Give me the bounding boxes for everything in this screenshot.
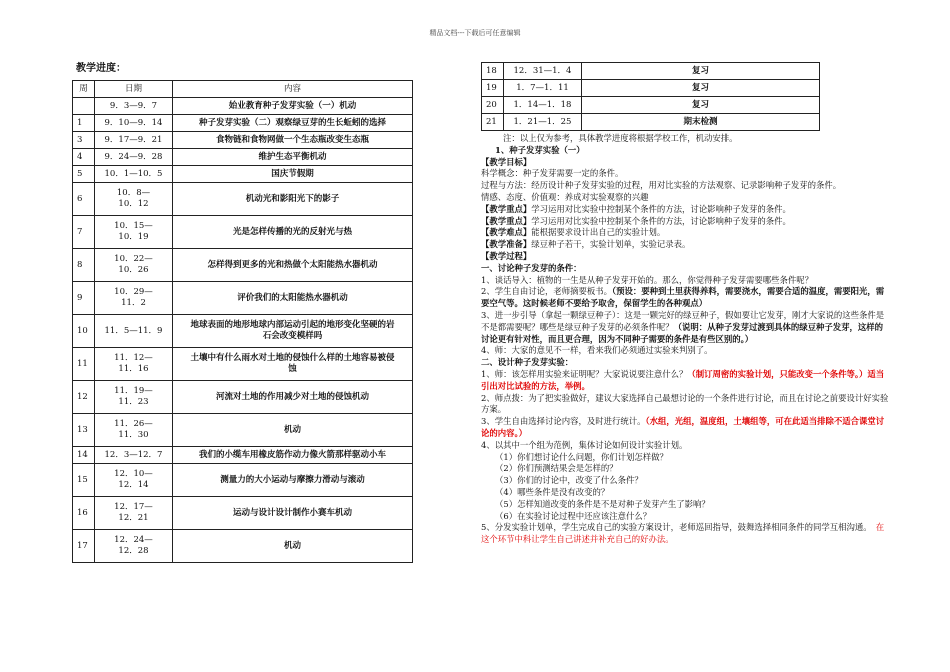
content-cell: 始业教育种子发芽实验（一）机动 — [173, 98, 413, 115]
table-row — [73, 149, 413, 166]
date-cell: 12．24— 12．28 — [95, 530, 173, 563]
progress-table — [72, 80, 413, 563]
section-2-step-1-tip: 适当引出对比试验的方法，举例。 — [481, 368, 885, 391]
content-cell: 评价我们的太阳能热水器机动 — [173, 282, 413, 315]
content-cell: 复习 — [582, 80, 820, 97]
section-2-step-1-text: 1、师：该怎样用实验来证明呢？大家说说要注意什么？ — [481, 368, 688, 379]
progress-section — [72, 62, 422, 563]
content-cell: 土壤中有什么雨水对土地的侵蚀什么样的土地容易被侵 蚀 — [173, 348, 413, 381]
question-6: （6）在实验讨论过程中还应该注意什么？ — [495, 510, 652, 521]
content-cell: 复习 — [582, 63, 820, 80]
content-cell: 期末检测 — [582, 114, 820, 131]
goal-method: 过程与方法：经历设计种子发芽实验的过程，用对比实验的方法观察、记录影响种子发芽的条件。 — [481, 180, 842, 191]
preparation-label: 【教学准备】 — [481, 239, 532, 250]
section-1-step-3-note: （说明：从种子发芽过渡到具体的绿豆种子发芽，这样的讨论更有针对性，而且更合理，因为不同种子需要的条件是有些区别的。） — [481, 321, 883, 344]
key-point-2-label: 【教学重点】 — [481, 215, 532, 226]
date-cell: 11．26— 11．30 — [95, 414, 173, 447]
page-header: 精品文档---下载后可任意编辑 — [429, 29, 521, 37]
week-cell: 12 — [73, 381, 95, 414]
table-row — [482, 63, 820, 80]
date-cell: 12．3—12．7 — [95, 447, 173, 464]
column-header-week: 周 — [73, 81, 95, 98]
date-cell: 1．21—1．25 — [504, 114, 582, 131]
content-cell: 我们的小缆车用橡皮筋作动力像火箭那样驱动小车 — [173, 447, 413, 464]
difficulty-label: 【教学难点】 — [481, 227, 532, 238]
table-row — [73, 115, 413, 132]
section-2-step-3 — [481, 416, 891, 440]
section-1-step-2-note: （预设：要种到土里获得养料，需要浇水，需要合适的温度，需要阳光，需要空气等。这时候老师不要给予取舍，保留学生的各种观点） — [481, 286, 885, 309]
table-row — [73, 183, 413, 216]
key-point-2-text: 学习运用对比实验中控制某个条件的方法，讨论影响种子发芽的条件。 — [531, 215, 791, 226]
section-2-heading: 二、设计种子发芽实验： — [481, 357, 574, 368]
week-cell: 19 — [482, 80, 504, 97]
table-row — [73, 414, 413, 447]
question-1: （1）你们想讨论什么问题，你们计划怎样做？ — [495, 451, 668, 462]
date-cell: 1．7—1．11 — [504, 80, 582, 97]
section-1-step-4: 4、师：大家的意见不一样，看来我们必须通过实验来判别了。 — [481, 345, 713, 356]
date-cell: 10．15— 10．19 — [95, 216, 173, 249]
schedule-note: 注：以上仅为参考，具体教学进度将根据学校工作，机动安排。 — [503, 133, 738, 143]
table-row — [482, 97, 820, 114]
table-row — [73, 530, 413, 563]
table-row — [73, 98, 413, 115]
date-cell: 9．3—9．7 — [95, 98, 173, 115]
date-cell: 10．8— 10．12 — [95, 183, 173, 216]
table-row — [73, 249, 413, 282]
content-cell: 河流对土地的作用减少对土地的侵蚀机动 — [173, 381, 413, 414]
week-cell: 13 — [73, 414, 95, 447]
date-cell: 12．17— 12．21 — [95, 497, 173, 530]
date-cell: 9．24—9．28 — [95, 149, 173, 166]
table-row — [482, 80, 820, 97]
lesson-section — [481, 62, 891, 546]
question-4: （4）哪些条件是没有改变的？ — [495, 486, 610, 497]
week-cell: 17 — [73, 530, 95, 563]
date-cell: 11．12— 11．16 — [95, 348, 173, 381]
progress-title: 教学进度： — [76, 63, 126, 74]
table-row — [73, 447, 413, 464]
section-2-step-4: 4、以其中一个组为范例，集体讨论如何设计实验计划。 — [481, 439, 688, 450]
date-cell: 10．1—10．5 — [95, 166, 173, 183]
preparation — [481, 239, 891, 251]
week-cell: 10 — [73, 315, 95, 348]
table-row — [73, 497, 413, 530]
week-cell: 6 — [73, 183, 95, 216]
question-5: （5）怎样知道改变的条件是不是对种子发芽产生了影响？ — [495, 498, 710, 509]
section-2-step-2: 2、师点拨：为了把实验做好，建议大家选择自己最想讨论的一个条件进行讨论，而且在讨论之前要设计好实验方案。 — [481, 392, 889, 415]
column-header-date: 日期 — [95, 81, 173, 98]
lesson-title: 1、种子发芽实验（一） — [495, 144, 585, 155]
key-point-1-text: 学习运用对比实验中控制某个条件的方法，讨论影响种子发芽的条件。 — [531, 203, 791, 214]
section-1-step-2 — [481, 286, 891, 310]
key-point-1 — [481, 204, 891, 216]
question-3: （3）你们的讨论中，改变了什么条件？ — [495, 475, 643, 486]
week-cell: 15 — [73, 464, 95, 497]
week-cell: 21 — [482, 114, 504, 131]
table-row — [73, 132, 413, 149]
week-cell: 4 — [73, 149, 95, 166]
table-row — [73, 464, 413, 497]
section-2-step-1 — [481, 369, 891, 393]
content-cell: 测量力的大小运动与摩擦力滑动与滚动 — [173, 464, 413, 497]
week-cell: 8 — [73, 249, 95, 282]
content-cell: 食物链和食物网做一个生态瓶改变生态瓶 — [173, 132, 413, 149]
content-cell: 种子发芽实验（二）观察绿豆芽的生长蚯蚓的选择 — [173, 115, 413, 132]
section-1-step-3-text: 3、进一步引导（拿起一颗绿豆种子）：这是一颗完好的绿豆种子，假如要让它发芽，刚才大家说的这些条件是不是都需要呢？哪些是绿豆种子发芽的必须条件呢？ — [481, 309, 885, 332]
section-1-step-3 — [481, 310, 891, 345]
week-cell: 3 — [73, 132, 95, 149]
date-cell: 11．5—11．9 — [95, 315, 173, 348]
goals-heading: 【教学目标】 — [481, 156, 532, 167]
date-cell: 12．31—1．4 — [504, 63, 582, 80]
table-row — [73, 216, 413, 249]
week-cell: 18 — [482, 63, 504, 80]
week-cell: 7 — [73, 216, 95, 249]
content-cell: 机动光和影阳光下的影子 — [173, 183, 413, 216]
date-cell: 12．10— 12．14 — [95, 464, 173, 497]
section-1-heading: 一、讨论种子发芽的条件： — [481, 262, 582, 273]
difficulty — [481, 227, 891, 239]
process-heading: 【教学过程】 — [481, 250, 532, 261]
section-2-step-1-note: （制订周密的实验计划，只能改变一个条件等。） — [687, 368, 868, 379]
column-header-content: 内容 — [173, 81, 413, 98]
section-1-step-2-text: 2、学生自由讨论，老师摘要板书。 — [481, 286, 612, 297]
difficulty-text: 能根据要求设计出自己的实验计划。 — [531, 227, 666, 238]
question-2: （2）你们预测结果会是怎样的？ — [495, 463, 618, 474]
date-cell: 1．14—1．18 — [504, 97, 582, 114]
week-cell: 1 — [73, 115, 95, 132]
goal-attitude: 情感、态度、价值观：养成对实验观察的兴趣 — [481, 191, 649, 202]
week-cell: 9 — [73, 282, 95, 315]
content-cell: 国庆节假期 — [173, 166, 413, 183]
week-cell: 16 — [73, 497, 95, 530]
date-cell: 9．10—9．14 — [95, 115, 173, 132]
week-cell: 14 — [73, 447, 95, 464]
preparation-text: 绿豆种子若干，实验计划单，实验记录表。 — [531, 239, 691, 250]
lesson-text — [481, 133, 891, 546]
content-cell: 地球表面的地形地球内部运动引起的地形变化坚硬的岩 石会改变模样吗 — [173, 315, 413, 348]
section-2-step-3-note: （水组，光组，温度组，土壤组等，可在此适当排除不适合课堂讨论的内容。） — [481, 416, 885, 438]
table-row — [73, 282, 413, 315]
content-cell: 运动与设计设计制作小赛车机动 — [173, 497, 413, 530]
table-row — [73, 315, 413, 348]
content-cell: 光是怎样传播的光的反射光与热 — [173, 216, 413, 249]
key-point-2 — [481, 216, 891, 228]
content-cell: 怎样得到更多的光和热做个太阳能热水器机动 — [173, 249, 413, 282]
section-2-step-5-text: 5、分发实验计划单，学生完成自己的实验方案设计，老师巡回指导，鼓舞选择相同条件的同学互相沟通。 — [481, 522, 868, 533]
content-cell: 复习 — [582, 97, 820, 114]
section-2-step-5-note: 在这个环节中科让学生自己讲述并补充自己的好办法。 — [481, 522, 885, 545]
goal-concept: 科学概念：种子发芽需要一定的条件。 — [481, 168, 624, 179]
key-point-1-label: 【教学重点】 — [481, 203, 532, 214]
content-cell: 维护生态平衡机动 — [173, 149, 413, 166]
content-cell: 机动 — [173, 530, 413, 563]
week-cell: 20 — [482, 97, 504, 114]
date-cell: 11．19— 11．23 — [95, 381, 173, 414]
progress-table-continued — [481, 62, 820, 131]
week-cell: 5 — [73, 166, 95, 183]
table-row — [73, 381, 413, 414]
section-2-step-3-text: 3、学生自由选择讨论内容，及时进行统计。 — [481, 416, 646, 427]
week-cell: 11 — [73, 348, 95, 381]
table-row — [73, 348, 413, 381]
week-cell — [73, 98, 95, 115]
section-2-step-5 — [481, 522, 891, 546]
table-row — [73, 166, 413, 183]
content-cell: 机动 — [173, 414, 413, 447]
section-1-step-1: 1、谈话导入：植物的一生是从种子发芽开始的。那么，你觉得种子发芽需要哪些条件呢？ — [481, 274, 813, 285]
date-cell: 10．29— 11．2 — [95, 282, 173, 315]
table-row — [482, 114, 820, 131]
date-cell: 9．17—9．21 — [95, 132, 173, 149]
date-cell: 10．22— 10．26 — [95, 249, 173, 282]
